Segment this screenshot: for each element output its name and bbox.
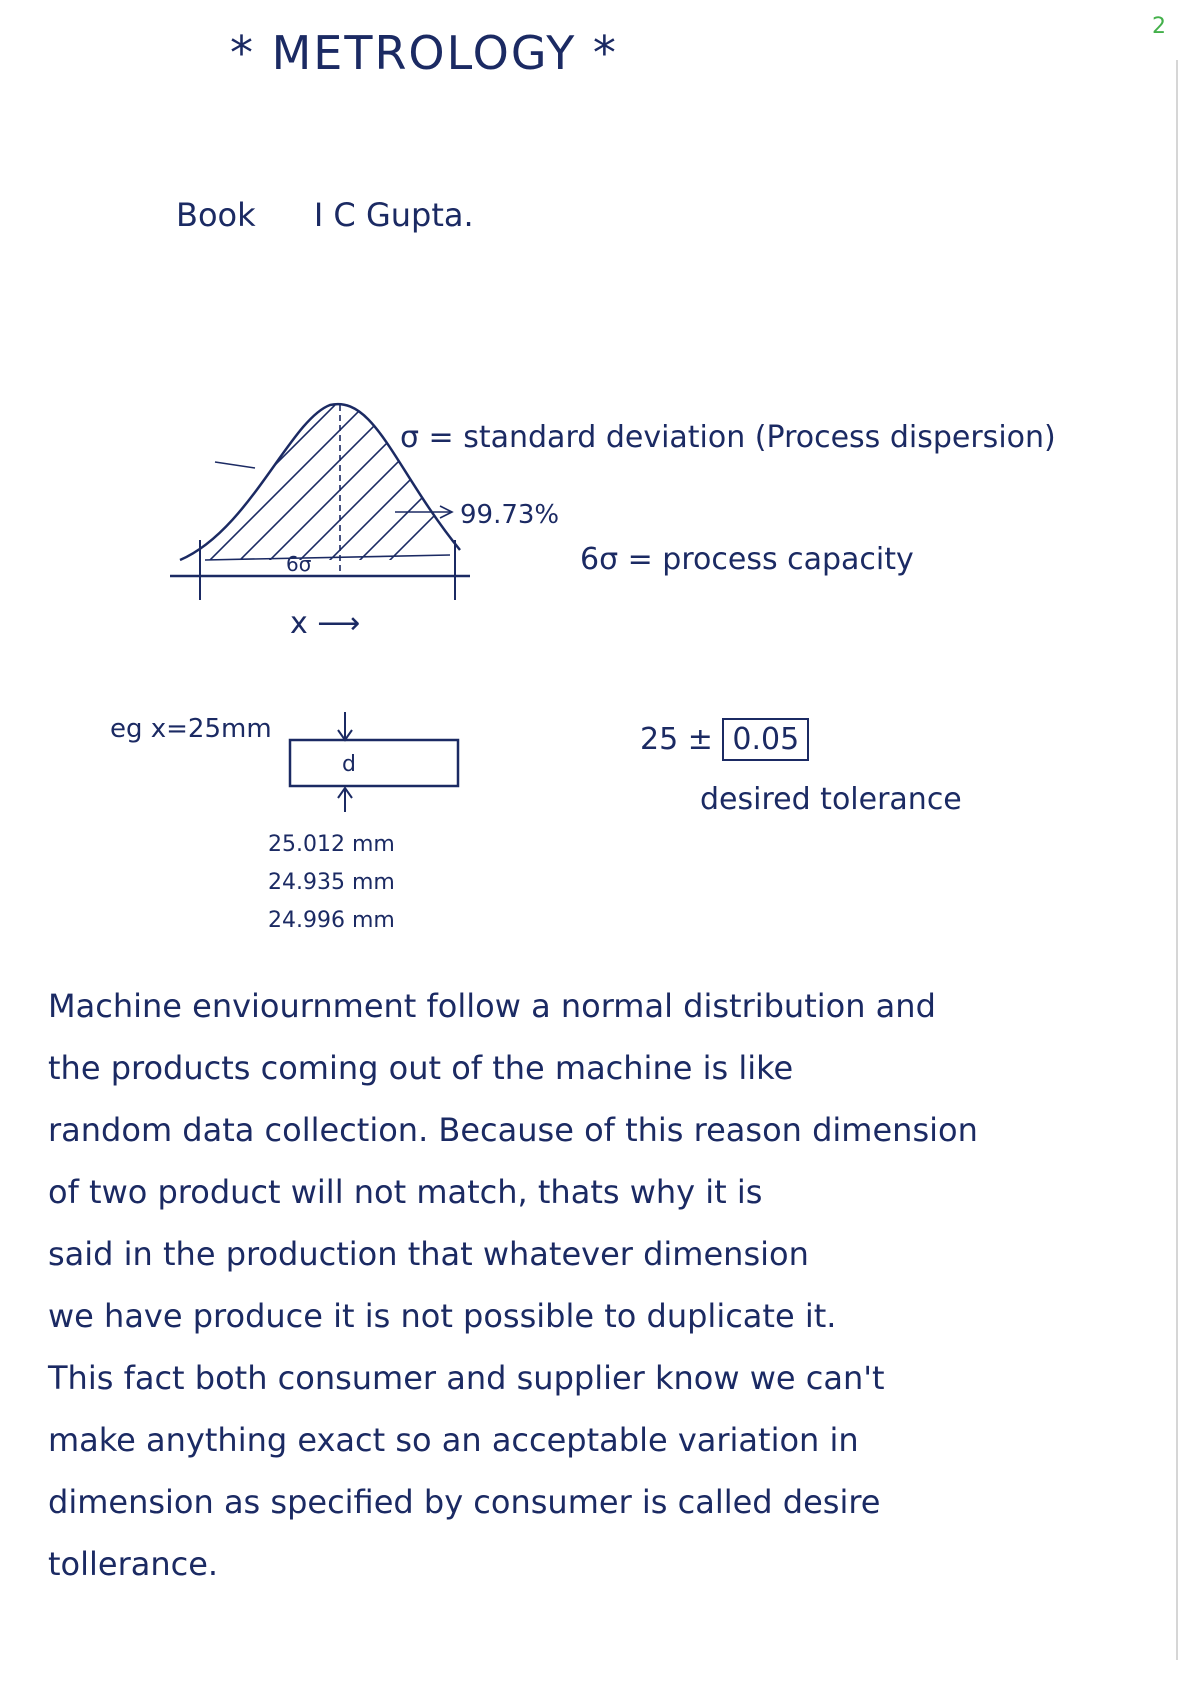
- percent-label: 99.73%: [460, 500, 560, 530]
- tolerance-spec: [640, 718, 809, 761]
- nominal-value: 25 ±: [640, 722, 713, 757]
- book-label: Book: [176, 196, 256, 234]
- paragraph-line: random data collection. Because of this reason dimension: [48, 1111, 978, 1149]
- paragraph-line: tollerance.: [48, 1545, 219, 1583]
- workpiece-rectangle: [290, 740, 458, 786]
- six-sigma-label: 6σ: [286, 552, 312, 576]
- paragraph-line: of two product will not match, thats why it is: [48, 1173, 763, 1211]
- page-number: 2: [1152, 14, 1166, 39]
- paragraph-line: Machine enviournment follow a normal distribution and: [48, 987, 936, 1025]
- paragraph-line: said in the production that whatever dimension: [48, 1235, 809, 1273]
- measurement-3: 24.996 mm: [268, 908, 395, 933]
- process-capacity: 6σ = process capacity: [580, 542, 914, 577]
- tolerance-caption: desired tolerance: [700, 782, 962, 817]
- measurement-1: 25.012 mm: [268, 832, 395, 857]
- paragraph-line: we have produce it is not possible to duplicate it.: [48, 1297, 837, 1335]
- paragraph-line: the products coming out of the machine is like: [48, 1049, 794, 1087]
- measurement-2: 24.935 mm: [268, 870, 395, 895]
- tolerance-box: 0.05: [722, 718, 809, 761]
- example-label: eg x=25mm: [110, 714, 272, 744]
- d-label: d: [342, 752, 356, 777]
- paragraph-line: make anything exact so an acceptable variation in: [48, 1421, 859, 1459]
- explanation-paragraph: [48, 975, 1158, 1595]
- book-author: I C Gupta.: [313, 196, 474, 234]
- page-title: * METROLOGY *: [230, 26, 618, 80]
- paragraph-line: dimension as specified by consumer is called desire: [48, 1483, 881, 1521]
- paragraph-line: This fact both consumer and supplier know we can't: [48, 1359, 885, 1397]
- sigma-definition: σ = standard deviation (Process dispersion): [400, 420, 1056, 455]
- x-axis-label: x ⟶: [290, 606, 361, 641]
